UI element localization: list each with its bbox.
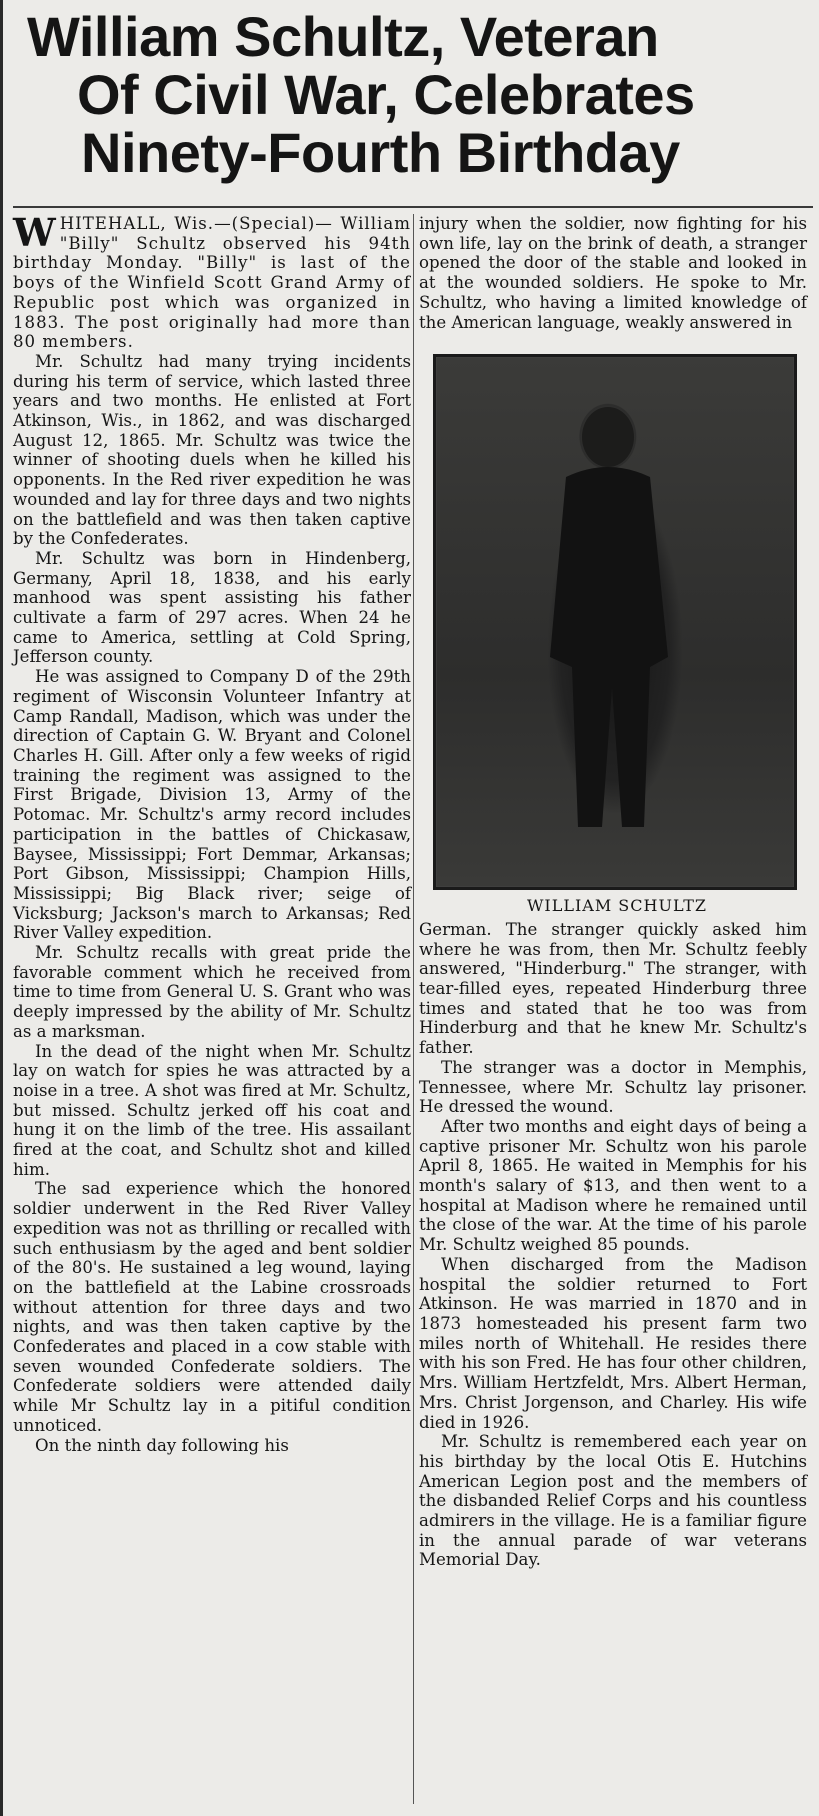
- paragraph-grant: Mr. Schultz recalls with great pride the favorable comment which he received from time to time from General U. S. Grant who was deeply impressed by the ability of Mr. Schultz as a marksman.: [13, 943, 411, 1041]
- paragraph-remembered: Mr. Schultz is remembered each year on his birthday by the local Otis E. Hutchins American Legion post and the members of the disbanded Relief Corps and his countless admirers in the village. He is a familiar figure in the annual parade of war veterans Memorial Day.: [419, 1432, 807, 1570]
- headline-line-3: Ninety-Fourth Birthday: [81, 121, 680, 184]
- paragraph-parole: After two months and eight days of being a captive prisoner Mr. Schultz won his parole April 8, 1865. He waited in Memphis for his month's salary of $13, and then went to a hospital at Madison where he remained until the close of the war. At the time of his parole Mr. Schultz weighed 85 pounds.: [419, 1116, 807, 1255]
- paragraph-birth: Mr. Schultz was born in Hindenberg, Germany, April 18, 1838, and his early manhood was spent assisting his father cultivate a farm of 297 acres. When 24 he came to America, settling at Cold Spring, Jefferson county.: [13, 548, 411, 667]
- headline: [17, 5, 817, 184]
- headline-line-2: Of Civil War, Celebrates: [77, 63, 695, 126]
- article-column-left: [13, 210, 411, 1455]
- headline-line-1: William Schultz, Veteran: [27, 5, 659, 68]
- headline-rule: [13, 206, 813, 208]
- paragraph-ninth-day: On the ninth day following his: [35, 1435, 289, 1455]
- soldier-silhouette: [436, 357, 794, 887]
- photo-caption: WILLIAM SCHULTZ: [526, 896, 708, 916]
- paragraph-red-river: The sad experience which the honored soldier underwent in the Red River Valley expedition was not as thrilling or recalled with such enthusiasm by the aged and bent soldier of the 80's. He sustained a leg wound, laying on the battlefield at the Labine crossroads without attention for three days and two nights, and was then taken captive by the Confederates and placed in a cow stable with seven wounded Confederate soldiers. The Confederate soldiers were attended daily while Mr Schultz lay in a pitiful condition unnoticed.: [13, 1179, 411, 1435]
- paragraph-family: When discharged from the Madison hospital the soldier returned to Fort Atkinson. He was married in 1870 and in 1873 homesteaded his present farm two miles north of Whitehall. He resides there with his son Fred. He has four other children, Mrs. William Hertzfeldt, Mrs. Albert Herman, Mrs. Christ Jorgenson, and Charley. His wife died in 1926.: [419, 1254, 807, 1432]
- lead-paragraph: [13, 210, 411, 352]
- portrait-figure: [433, 354, 801, 916]
- paragraph-stranger: German. The stranger quickly asked him where he was from, then Mr. Schultz feebly answered, "Hinderburg." The stranger, with tear-filled eyes, repeated Hinderburg three times and stated that he too was from Hinderburg and that he knew Mr. Schultz's father.: [419, 919, 807, 1058]
- portrait-photo: [433, 354, 797, 890]
- lead-text: HITEHALL, Wis.—(Special)— William "Billy" Schultz observed his 94th birthday Monday. "Billy" is last of the boys of the Winfield Scott Grand Army of Republic post which was organized in 1883. The post originally had more than 80 members.: [13, 214, 411, 352]
- drop-cap: W: [13, 210, 56, 255]
- article-column-right: [419, 214, 807, 1570]
- paragraph-doctor: The stranger was a doctor in Memphis, Tennessee, where Mr. Schultz lay prisoner. He dressed the wound.: [419, 1057, 807, 1117]
- paragraph-regiment: He was assigned to Company D of the 29th regiment of Wisconsin Volunteer Infantry at Camp Randall, Madison, which was under the direction of Captain G. W. Bryant and Colonel Charles H. Gill. After only a few weeks of rigid training the regiment was assigned to the First Brigade, Division 13, Army of the Potomac. Mr. Schultz's army record includes participation in the battles of Chickasaw, Baysee, Mississippi; Fort Demmar, Arkansas; Port Gibson, Mississippi; Champion Hills, Mississippi; Big Black river; seige of Vicksburg; Jackson's march to Arkansas; Red River Valley expedition.: [13, 667, 411, 943]
- paragraph-service: Mr. Schultz had many trying incidents during his term of service, which lasted three years and two months. He enlisted at Fort Atkinson, Wis., in 1862, and was discharged August 12, 1865. Mr. Schultz was twice the winner of shooting duels when he killed his opponents. In the Red river expedition he was wounded and lay for three days and two nights on the battlefield and was then taken captive by the Confederates.: [13, 351, 411, 549]
- paragraph-continued: injury when the soldier, now fighting for his own life, lay on the brink of death, a stranger opened the door of the stable and looked in at the wounded soldiers. He spoke to Mr. Schultz, who having a limited knowledge of the American language, weakly answered in: [419, 214, 807, 332]
- column-divider: [413, 214, 414, 1804]
- paragraph-spy: In the dead of the night when Mr. Schultz lay on watch for spies he was attracted by a noise in a tree. A shot was fired at Mr. Schultz, but missed. Schultz jerked off his coat and hung it on the limb of the tree. His assailant fired at the coat, and Schultz shot and killed him.: [13, 1041, 411, 1179]
